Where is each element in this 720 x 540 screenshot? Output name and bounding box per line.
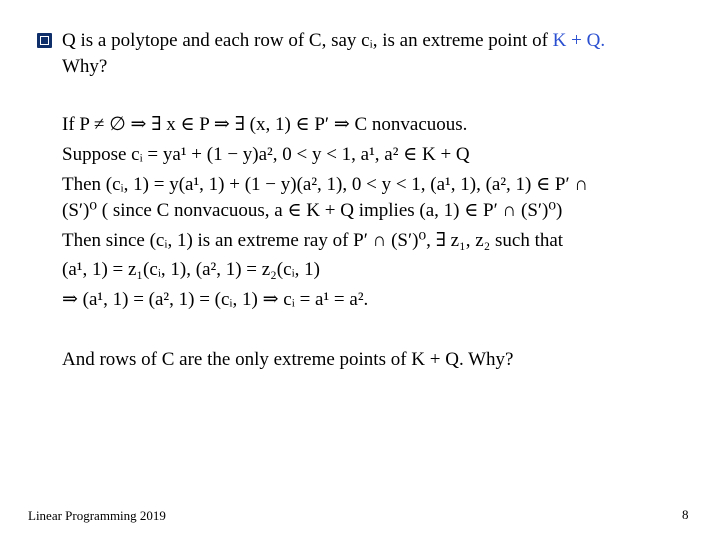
proof-line-4: (S′)⁰ ( since C nonvacuous, a ∈ K + Q implies (a, 1) ∈ P′ ∩ (S′)⁰) bbox=[62, 200, 563, 221]
why-question: Why? bbox=[62, 56, 108, 77]
claim-line bbox=[62, 29, 605, 53]
claim-set-highlight: K + Q. bbox=[552, 30, 606, 51]
proof-line-2: Suppose cᵢ = ya¹ + (1 − y)a², 0 < y < 1, a¹, a² ∈ K + Q bbox=[62, 144, 470, 165]
claim-text: Q is a polytope and each row of C, say cᵢ, is an extreme point of bbox=[62, 30, 553, 51]
page-number: 8 bbox=[682, 507, 689, 522]
proof-line-1: If P ≠ ∅ ⇒ ∃ x ∈ P ⇒ ∃ (x, 1) ∈ P′ ⇒ C nonvacuous. bbox=[62, 114, 468, 135]
proof-line-6: (a¹, 1) = z₁(cᵢ, 1), (a², 1) = z₂(cᵢ, 1) bbox=[62, 259, 321, 280]
proof-line-3: Then (cᵢ, 1) = y(a¹, 1) + (1 − y)(a², 1), 0 < y < 1, (a¹, 1), (a², 1) ∈ P′ ∩ bbox=[62, 174, 589, 195]
proof-line-5: Then since (cᵢ, 1) is an extreme ray of P′ ∩ (S′)⁰, ∃ z₁, z₂ such that bbox=[62, 230, 564, 251]
footer-course-title: Linear Programming 2019 bbox=[28, 508, 166, 523]
closing-question: And rows of C are the only extreme points of K + Q. Why? bbox=[62, 349, 514, 370]
checkbox-bullet-icon bbox=[37, 33, 52, 48]
proof-line-7: ⇒ (a¹, 1) = (a², 1) = (cᵢ, 1) ⇒ cᵢ = a¹ = a². bbox=[62, 289, 369, 310]
